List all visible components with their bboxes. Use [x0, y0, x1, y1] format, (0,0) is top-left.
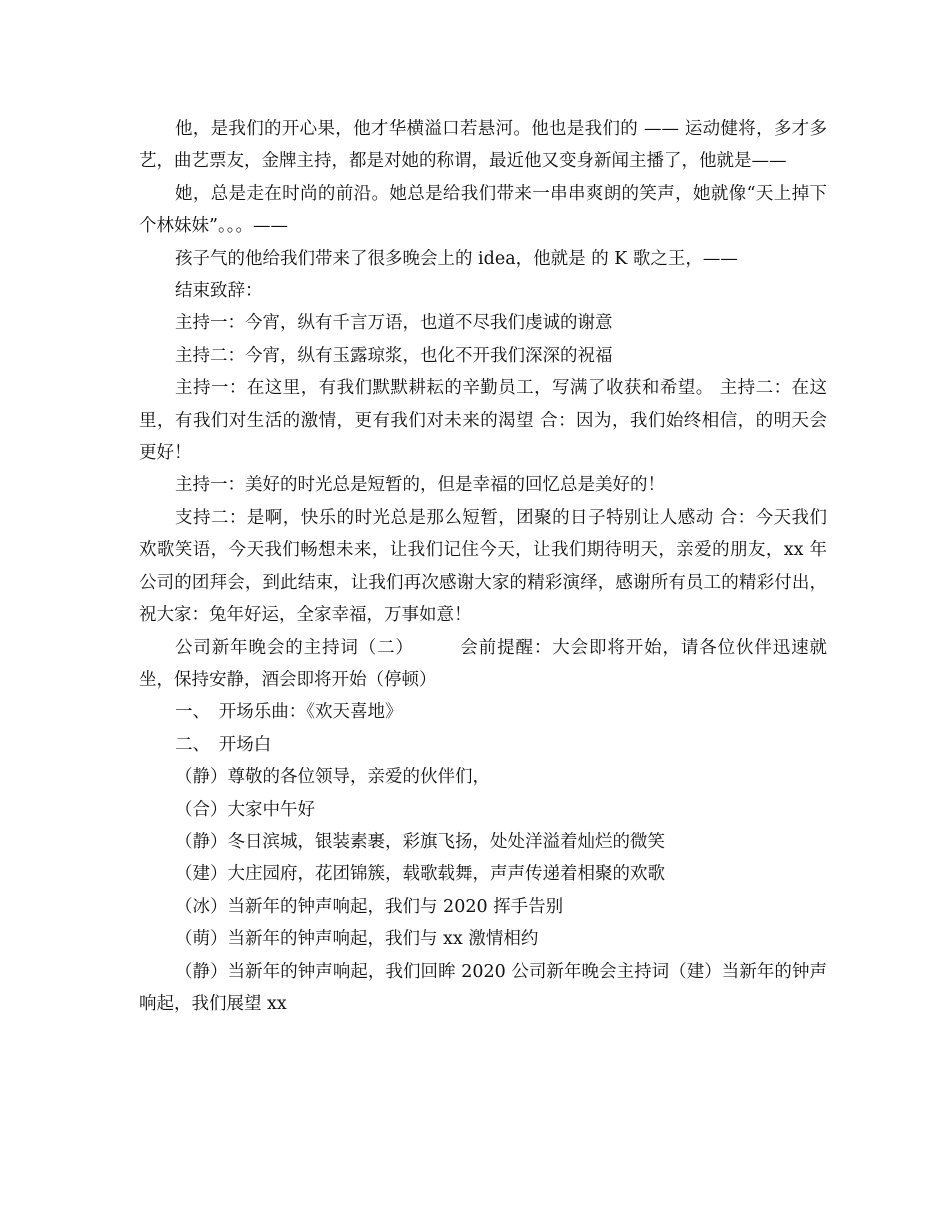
paragraph: 支持二：是啊，快乐的时光总是那么短暂，团聚的日子特别让人感动 合：今天我们欢歌笑语，今天我们畅想未来，让我们记住今天，让我们期待明天，亲爱的朋友，xx 年公司的团拜会，到此结束，让我们再次感谢大家的精彩演绎，感谢所有员工的精彩付出，祝大家：兔年好运，全家幸福，万事如意！ [139, 507, 827, 626]
paragraph: 她，总是走在时尚的前沿。她总是给我们带来一串串爽朗的笑声，她就像“天上掉下个林妹妹”。。。—— [139, 183, 827, 237]
paragraph: 主持二：今宵，纵有玉露琼浆，也化不开我们深深的祝福 [175, 345, 613, 366]
paragraph: （萌）当新年的钟声响起，我们与 xx 激情相约 [175, 929, 539, 950]
paragraph: （冰）当新年的钟声响起，我们与 2020 挥手告别 [175, 896, 564, 917]
paragraph: 孩子气的他给我们带来了很多晚会上的 idea，他就是 的 K 歌之王，—— [175, 248, 738, 269]
paragraph: （静）当新年的钟声响起，我们回眸 2020 公司新年晚会主持词（建）当新年的钟声响起，我们展望 xx [139, 961, 827, 1014]
document-body [139, 113, 827, 1020]
paragraph: 结束致辞： [175, 281, 263, 302]
paragraph: （静）尊敬的各位领导，亲爱的伙伴们， [175, 767, 490, 788]
paragraph: 主持一：美好的时光总是短暂的，但是幸福的回忆总是美好的！ [175, 475, 665, 496]
paragraph: （建）大庄园府，花团锦簇，载歌载舞，声声传递着相聚的欢歌 [175, 864, 665, 885]
paragraph: 一、 开场乐曲：《欢天喜地》 [175, 702, 403, 723]
paragraph: 二、 开场白 [175, 734, 272, 755]
paragraph: 公司新年晚会的主持词（二） 会前提醒：大会即将开始，请各位伙伴迅速就坐，保持安静，酒会即将开始（停顿） [139, 637, 827, 690]
paragraph: （合）大家中午好 [175, 799, 315, 820]
paragraph: （静）冬日滨城，银装素裹，彩旗飞扬，处处洋溢着灿烂的微笑 [175, 831, 665, 852]
paragraph: 他，是我们的开心果，他才华横溢口若悬河。他也是我们的 —— 运动健将，多才多艺，曲艺票友，金牌主持，都是对她的称谓，最近他又变身新闻主播了，他就是—— [139, 119, 827, 172]
paragraph: 主持一：在这里，有我们默默耕耘的辛勤员工，写满了收获和希望。 主持二：在这里，有我们对生活的激情，更有我们对未来的渴望 合：因为，我们始终相信，的明天会更好！ [139, 378, 827, 464]
paragraph: 主持一：今宵，纵有千言万语，也道不尽我们虔诚的谢意 [175, 313, 613, 334]
